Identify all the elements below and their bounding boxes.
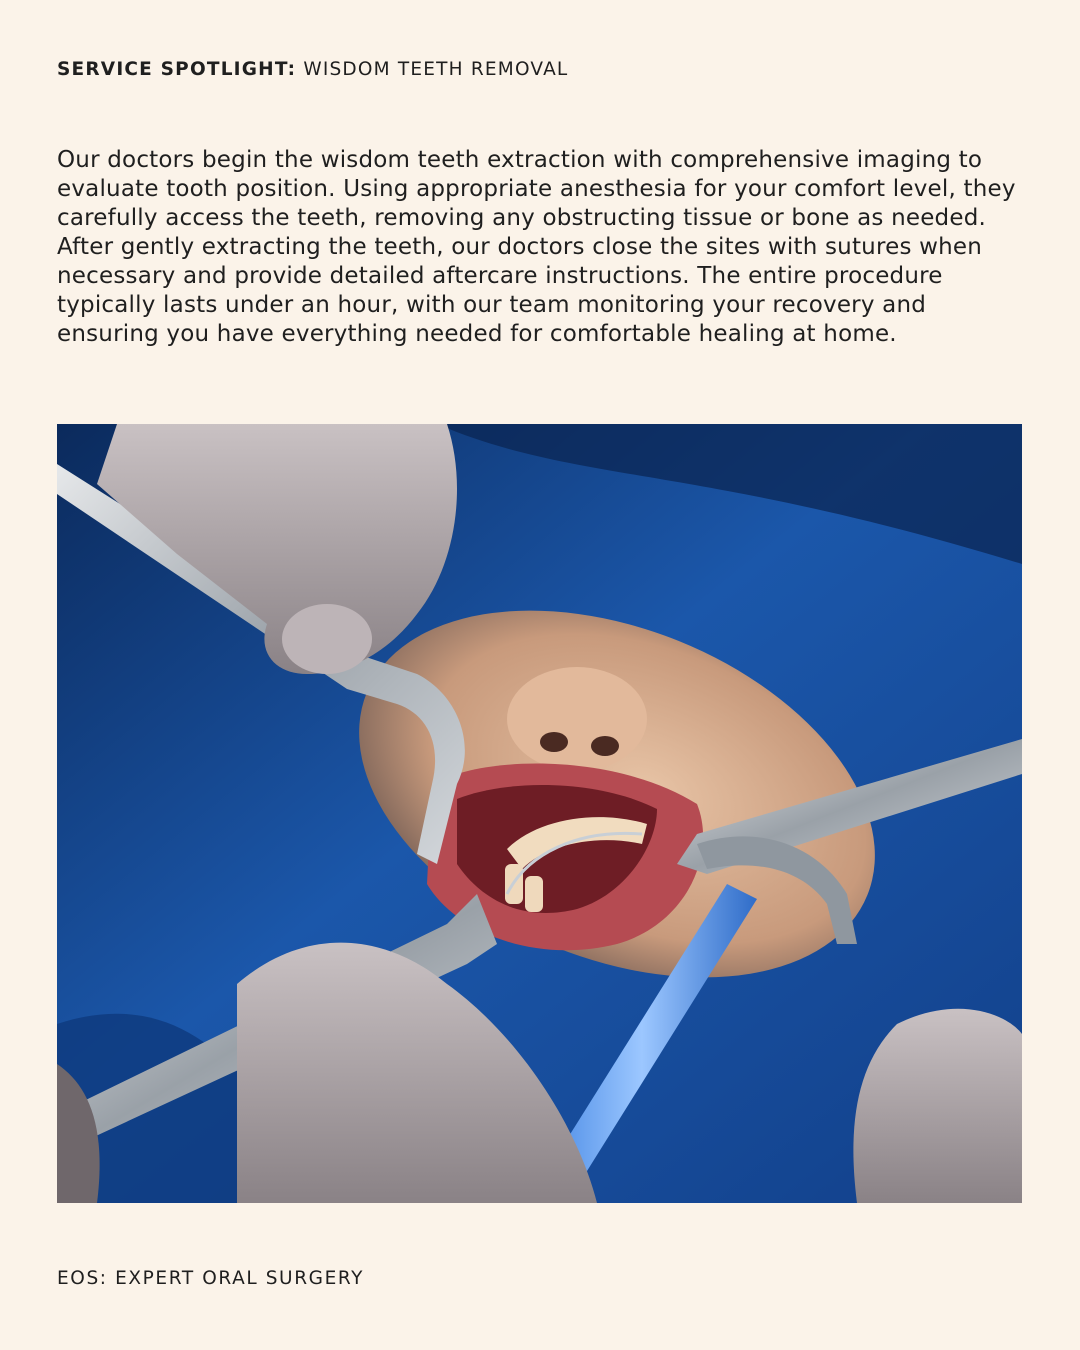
- header-topic: WISDOM TEETH REMOVAL: [303, 59, 569, 80]
- service-description: Our doctors begin the wisdom teeth extraction with comprehensive imaging to evaluate tooth position. Using appropriate anesthesia for your comfort level, they carefully access the teeth, removing any obstructing tissue or bone as needed. After gently extracting the teeth, our doctors close the sites with sutures when necessary and provide detailed aftercare instructions. The entire procedure typically lasts under an hour, with our team monitoring your recovery and ensuring you have everything needed for comfortable healing at home.: [57, 147, 1016, 347]
- brand-footer: EOS: EXPERT ORAL SURGERY: [57, 1268, 365, 1289]
- page-header: [57, 58, 568, 82]
- header-label: SERVICE SPOTLIGHT:: [57, 59, 297, 80]
- procedure-photo: [57, 424, 1022, 1203]
